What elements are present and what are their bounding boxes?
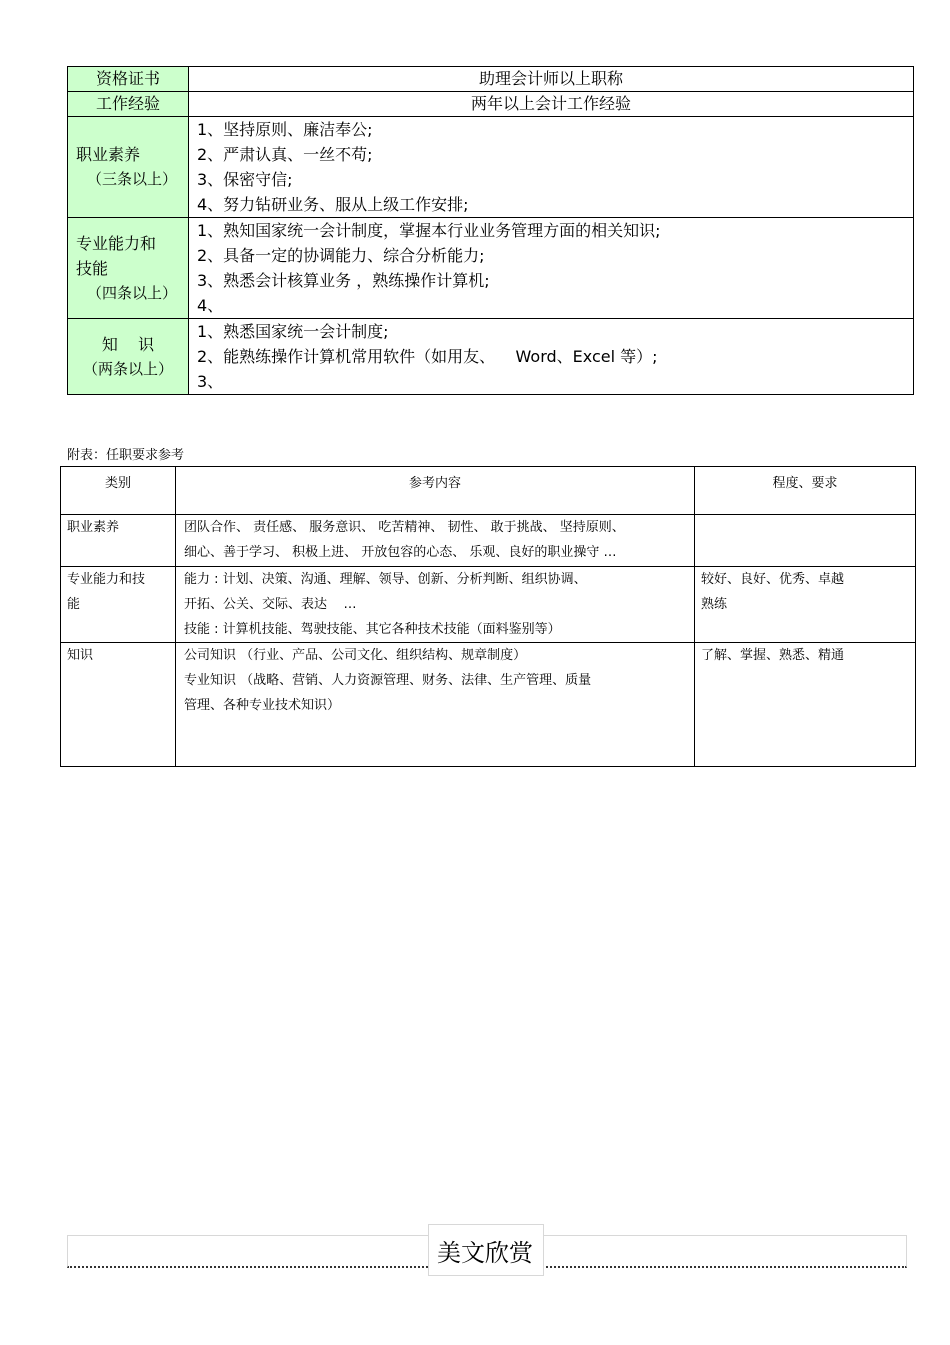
table-row [61, 567, 916, 643]
appendix-table [60, 466, 916, 767]
list-item: 2、严肃认真、一丝不苟; [197, 145, 373, 164]
content-line: 团队合作、 责任感、 服务意识、 吃苦精神、 韧性、 敢于挑战、 坚持原则、 [184, 520, 625, 535]
level-line: 熟练 [701, 597, 728, 612]
list-item: 1、坚持原则、廉洁奉公; [197, 120, 373, 139]
list-item: 1、熟知国家统一会计制度，掌握本行业业务管理方面的相关知识; [197, 221, 661, 240]
content-line: 能力 : 计划、决策、沟通、理解、领导、创新、分析判断、组织协调、 [184, 572, 587, 587]
knowledge-label-cell [68, 319, 189, 395]
knowledge-row [68, 319, 914, 395]
content-line: 技能 : 计算机技能、驾驶技能、其它各种技术技能（面料鉴别等） [184, 622, 561, 637]
list-item: 3、 [197, 372, 224, 391]
skills-items [189, 218, 914, 319]
header-category: 类别 [61, 467, 176, 515]
professionalism-label: 职业素养 [76, 145, 141, 164]
experience-label: 工作经验 [68, 92, 189, 117]
content-line: 公司知识 （行业、产品、公司文化、组织结构、规章制度） [184, 648, 527, 663]
table-row [61, 515, 916, 567]
certificate-value: 助理会计师以上职称 [189, 67, 914, 92]
level-cell [695, 567, 916, 643]
appendix-header-row [61, 467, 916, 515]
professionalism-label-cell [68, 117, 189, 218]
knowledge-label: 知 识 [101, 334, 155, 354]
list-item: 2、具备一定的协调能力、综合分析能力; [197, 246, 485, 265]
skills-label-cell [68, 218, 189, 319]
experience-row [68, 92, 914, 117]
header-content: 参考内容 [176, 467, 695, 515]
job-requirements-table [67, 66, 914, 395]
skills-label-line2: 技能 [76, 258, 109, 278]
header-level: 程度、要求 [695, 467, 916, 515]
content-line: 专业知识 （战略、营销、人力资源管理、财务、法律、生产管理、质量 [184, 673, 592, 688]
knowledge-items [189, 319, 914, 395]
certificate-label: 资格证书 [68, 67, 189, 92]
knowledge-sub: （两条以上） [82, 359, 173, 378]
category-line: 能 [67, 597, 81, 612]
content-cell [176, 567, 695, 643]
list-item: 4、 [197, 296, 224, 315]
level-line: 较好、良好、优秀、卓越 [701, 572, 845, 587]
content-cell [176, 643, 695, 767]
content-line: 开拓、公关、交际、表达 … [184, 597, 357, 612]
level-line: 了解、掌握、熟悉、精通 [701, 648, 845, 663]
category-cell: 职业素养 [61, 515, 176, 567]
list-item: 2、能熟练操作计算机常用软件（如用友、 Word、Excel 等）; [197, 347, 658, 366]
content-line: 细心、善于学习、 积极上进、 开放包容的心态、 乐观、良好的职业操守 … [184, 545, 617, 560]
appendix-caption: 附表：任职要求参考 [67, 448, 185, 463]
professionalism-sub: （三条以上） [86, 170, 177, 188]
list-item: 4、努力钻研业务、服从上级工作安排; [197, 195, 469, 214]
list-item: 1、熟悉国家统一会计制度; [197, 322, 389, 341]
experience-value: 两年以上会计工作经验 [189, 92, 914, 117]
table-row [61, 643, 916, 767]
list-item: 3、熟悉会计核算业务 ，熟练操作计算机; [197, 271, 490, 290]
skills-row [68, 218, 914, 319]
footer-text: 美文欣赏 [437, 1239, 533, 1267]
certificate-row [68, 67, 914, 92]
level-cell [695, 643, 916, 767]
skills-label-line1: 专业能力和 [76, 233, 157, 253]
skills-sub: （四条以上） [86, 283, 177, 302]
level-cell [695, 515, 916, 567]
category-line: 专业能力和技 [67, 572, 146, 587]
professionalism-items [189, 117, 914, 218]
professionalism-row [68, 117, 914, 218]
list-item: 3、保密守信; [197, 170, 293, 189]
content-line: 管理、各种专业技术知识） [184, 698, 341, 713]
content-cell [176, 515, 695, 567]
category-cell: 知识 [61, 643, 176, 767]
category-cell [61, 567, 176, 643]
